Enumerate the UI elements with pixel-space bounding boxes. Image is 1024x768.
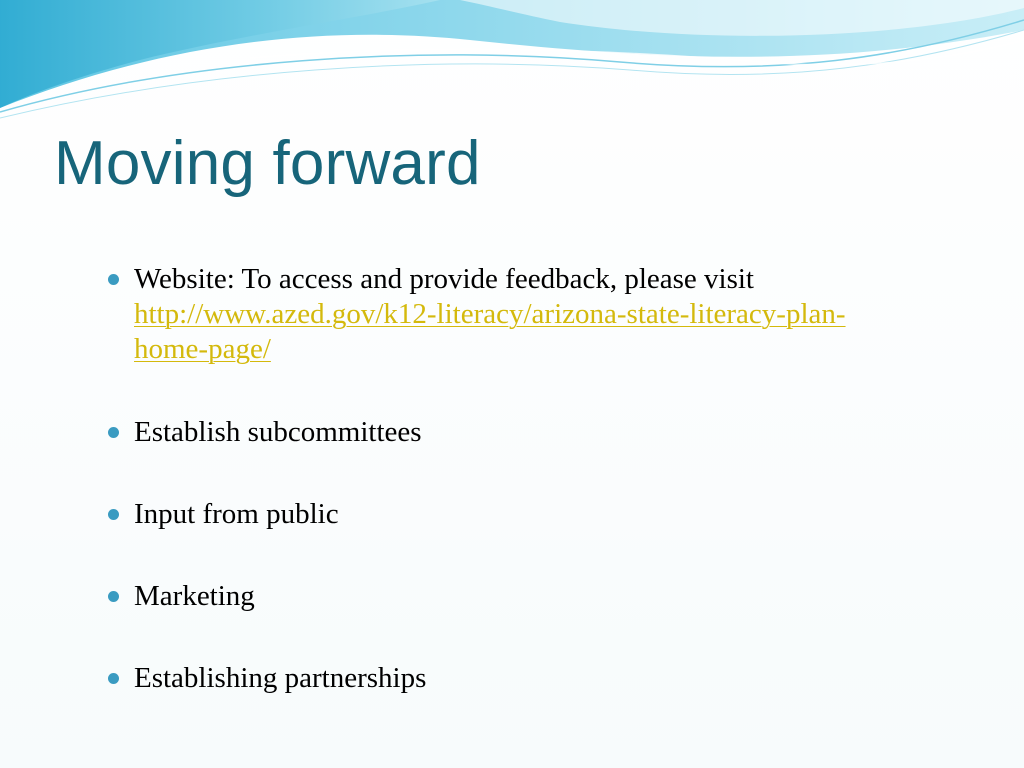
bullet-dot-icon	[108, 509, 119, 520]
bullet-text: Marketing	[134, 580, 255, 612]
bullet-text: Input from public	[134, 498, 339, 530]
bullet-dot-icon	[108, 427, 119, 438]
bullet-text: Establish subcommittees	[134, 416, 422, 448]
bullet-item-partnerships	[108, 661, 988, 696]
website-link-line-2[interactable]: home-page/	[134, 333, 271, 365]
bullet-dot-icon	[108, 591, 119, 602]
bullet-list	[108, 262, 988, 696]
bullet-item-marketing	[108, 579, 988, 614]
bullet-dot-icon	[108, 274, 119, 285]
bullet-text-website: Website: To access and provide feedback, please visit	[134, 263, 754, 295]
bullet-dot-icon	[108, 673, 119, 684]
header-wave-decoration	[0, 0, 1024, 130]
website-link-line-1[interactable]: http://www.azed.gov/k12-literacy/arizona-state-literacy-plan-	[134, 298, 846, 330]
bullet-text: Establishing partnerships	[134, 662, 427, 694]
bullet-item-public-input	[108, 497, 988, 532]
bullet-item-subcommittees	[108, 415, 988, 450]
bullet-item-website	[108, 262, 988, 367]
slide-title: Moving forward	[54, 129, 481, 198]
